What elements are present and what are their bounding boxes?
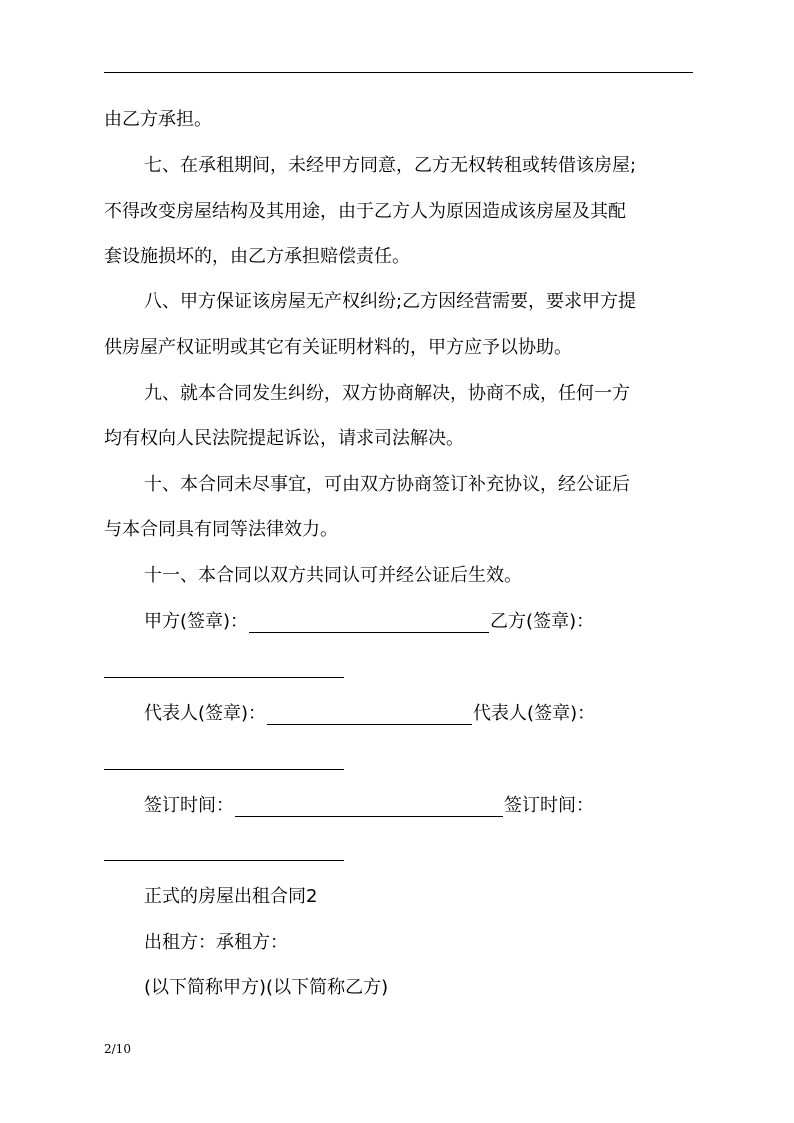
party-b-signature-blank bbox=[104, 677, 344, 678]
clause-8-line: 八、甲方保证该房屋无产权纠纷;乙方因经营需要，要求甲方提 bbox=[144, 291, 637, 312]
section-title: 正式的房屋出租合同2 bbox=[144, 886, 318, 907]
header-rule bbox=[104, 72, 693, 73]
clause-11-line: 十一、本合同以双方共同认可并经公证后生效。 bbox=[144, 565, 522, 586]
parties-line: 出租方：承租方： bbox=[144, 932, 288, 953]
date-a-label: 签订时间： bbox=[144, 795, 234, 816]
paragraph-line: 由乙方承担。 bbox=[104, 109, 212, 130]
representative-signature-row bbox=[144, 703, 595, 725]
clause-9-line: 九、就本合同发生纠纷，双方协商解决，协商不成，任何一方 bbox=[144, 383, 630, 404]
party-a-signature-blank bbox=[249, 614, 489, 633]
paragraph-line: 不得改变房屋结构及其用途，由于乙方人为原因造成该房屋及其配 bbox=[104, 201, 626, 222]
paragraph-line: 供房屋产权证明或其它有关证明材料的，甲方应予以协助。 bbox=[104, 337, 572, 358]
paragraph-line: 均有权向人民法院提起诉讼，请求司法解决。 bbox=[104, 428, 464, 449]
paragraph-line: 套设施损坏的，由乙方承担赔偿责任。 bbox=[104, 246, 410, 267]
date-b-label: 签订时间： bbox=[504, 795, 594, 816]
party-a-signature-label: 甲方(签章)： bbox=[144, 611, 249, 632]
clause-10-line: 十、本合同未尽事宜，可由双方协商签订补充协议，经公证后 bbox=[144, 474, 630, 495]
party-b-signature-label: 乙方(签章)： bbox=[490, 611, 595, 632]
date-a-blank bbox=[235, 798, 503, 817]
paragraph-line: 与本合同具有同等法律效力。 bbox=[104, 519, 338, 540]
rep-a-signature-label: 代表人(签章)： bbox=[144, 703, 267, 724]
party-signature-row bbox=[144, 611, 594, 633]
date-signature-row bbox=[144, 795, 594, 817]
rep-a-signature-blank bbox=[267, 706, 472, 725]
rep-b-signature-blank bbox=[104, 769, 344, 770]
rep-b-signature-label: 代表人(签章)： bbox=[473, 703, 596, 724]
page-number: 2/10 bbox=[104, 1042, 131, 1056]
date-b-blank bbox=[104, 860, 344, 861]
clause-7-line: 七、在承租期间，未经甲方同意，乙方无权转租或转借该房屋; bbox=[144, 155, 637, 176]
abbreviation-line: (以下简称甲方)(以下简称乙方) bbox=[144, 977, 389, 998]
